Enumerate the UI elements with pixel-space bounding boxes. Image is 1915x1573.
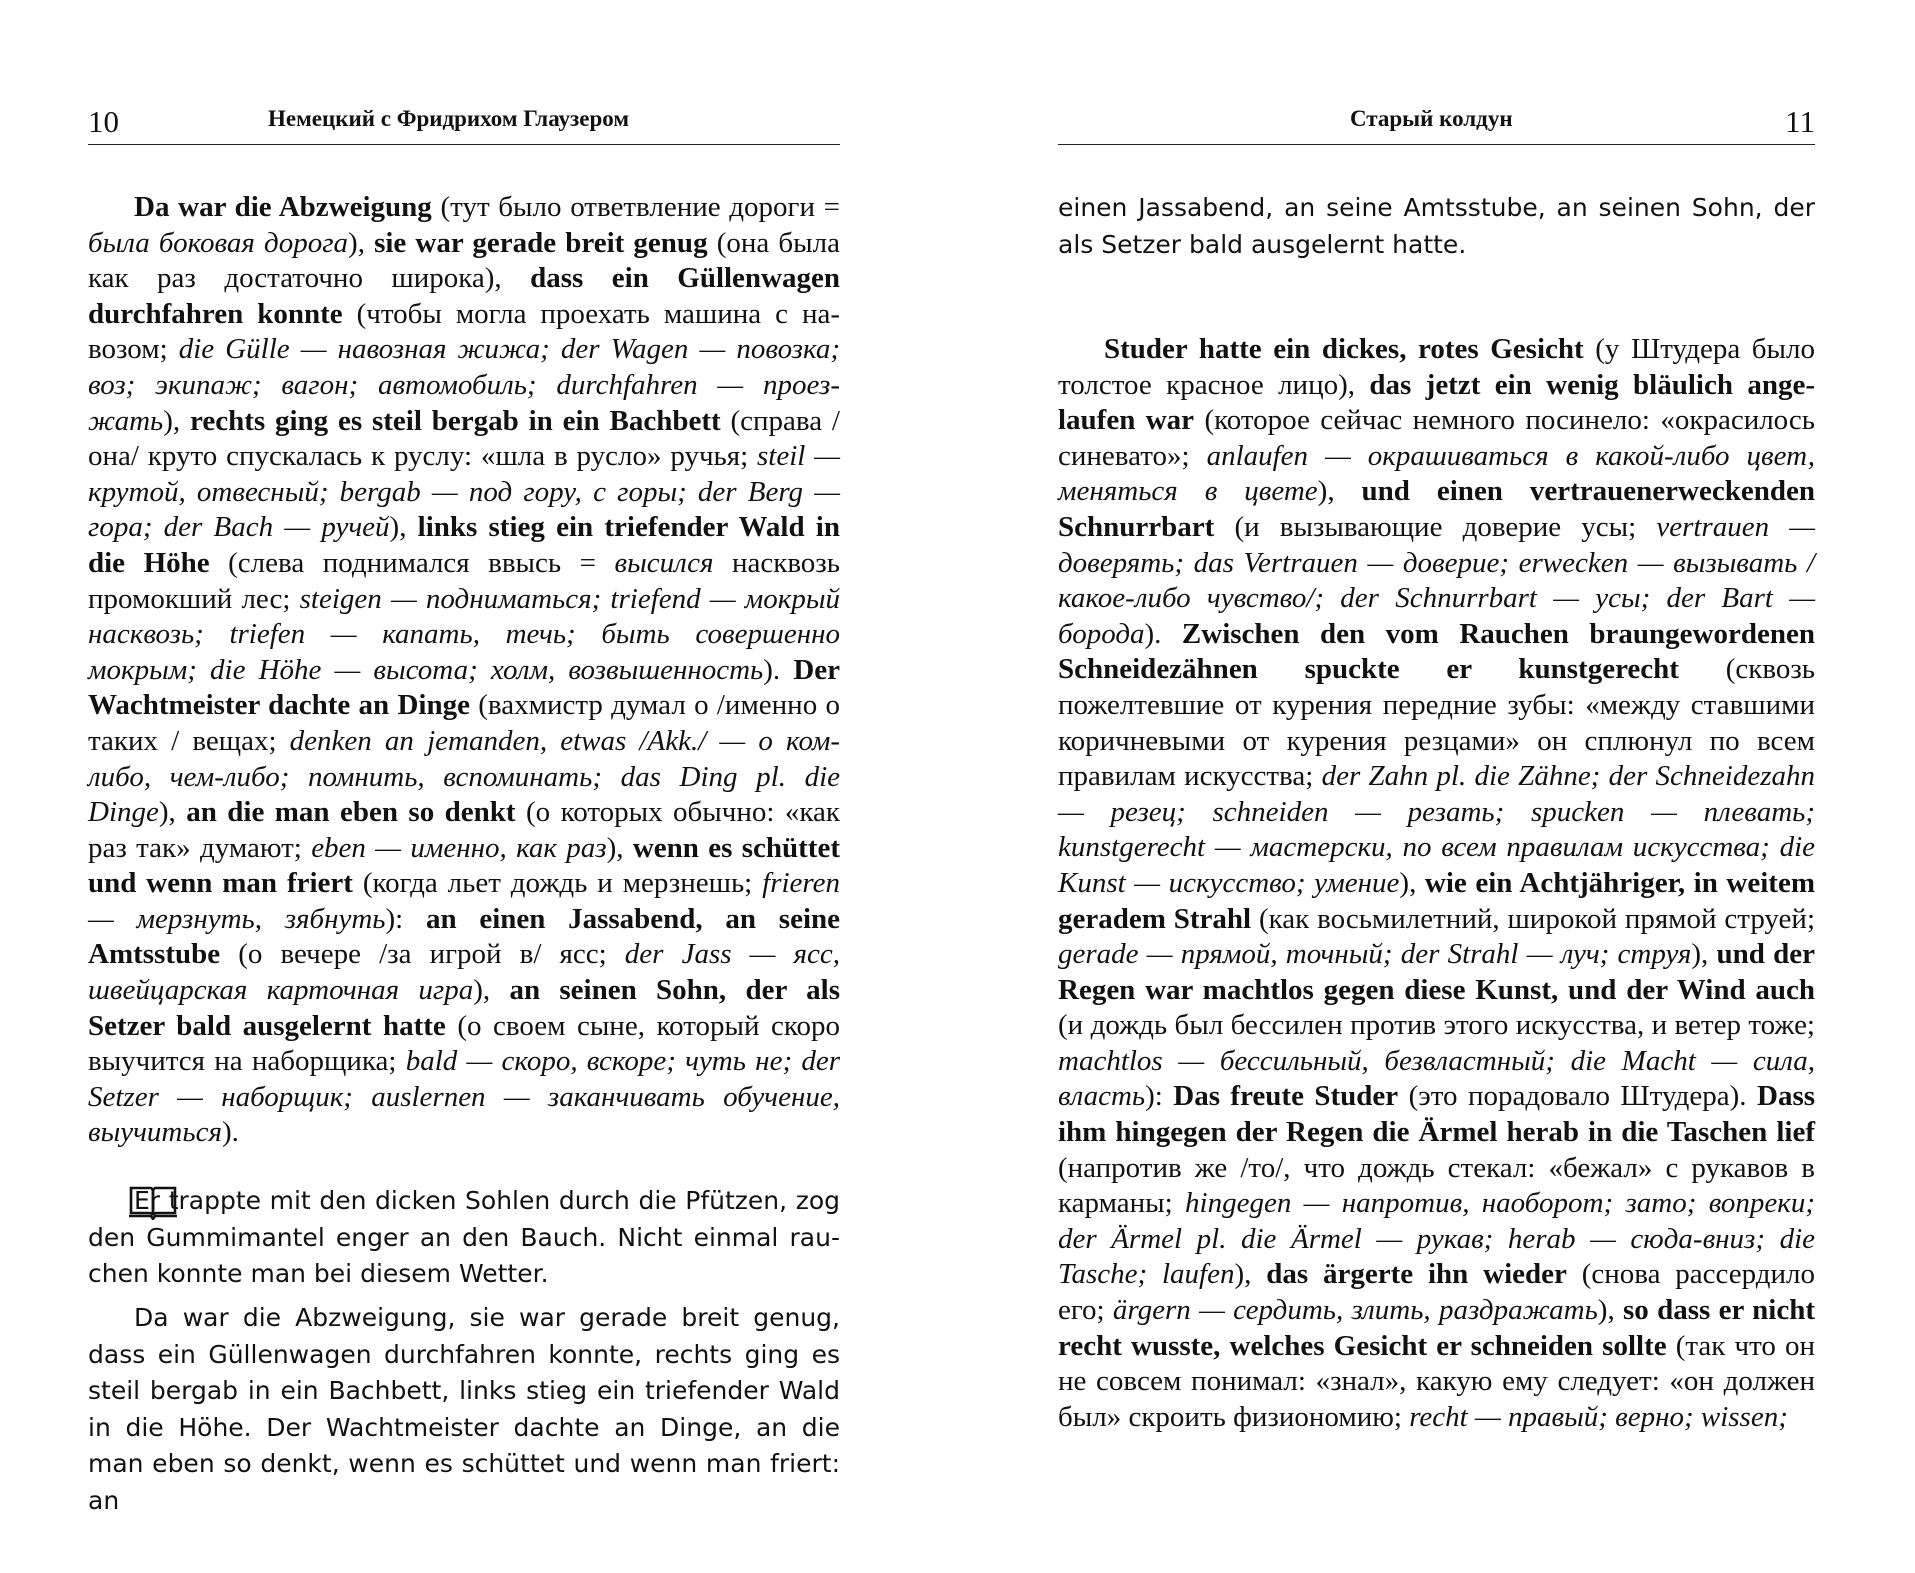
translation-text: ), bbox=[606, 831, 633, 864]
german-phrase: so dass er nicht recht wusste, welches Gesicht er schneiden sollte bbox=[1058, 1294, 1815, 1362]
translation-text: (сквозь пожелтевшие от курения передние зубы: «между ставшими коричневыми от курения резцами» он сплюнул по всем правилам искусства; bbox=[1058, 653, 1816, 793]
vocabulary-note: vertrauen — доверять; das Vertrauen — доверие; erwecken — вызывать /какое-либо чувство/; der Schnurrbart — усы; der Bart — борода bbox=[1058, 510, 1815, 650]
original-text-paragraph: Er trappte mit den dicken Sohlen durch die Pfützen, zog den Gummimantel enger an den Bauch. Nicht einmal rauchen konnte man bei diesem Wetter. bbox=[88, 1186, 840, 1288]
running-head-left bbox=[88, 100, 840, 145]
translation-text: ), bbox=[473, 974, 510, 1007]
translation-text: (так что он не совсем понимал: «знал», какую ему следует: «он должен был» скроить физиономию; bbox=[1058, 1329, 1815, 1433]
vocabulary-note: hingegen — напротив, наоборот; зато; вопреки; der Ärmel pl. die Ärmel — рукав; herab — сюда-вниз; die Tasche; laufen bbox=[1058, 1187, 1815, 1291]
running-title: Немецкий с Фридрихом Глаузером bbox=[268, 106, 630, 131]
translation-text: насквозь промокший лес; bbox=[88, 546, 840, 615]
german-phrase: an einen Jassabend, an seine Amtsstube bbox=[88, 902, 840, 971]
translation-text: (о своем сыне, который скоро выучится на наборщика; bbox=[88, 1009, 840, 1078]
translation-text: ). bbox=[221, 1116, 239, 1149]
translation-text: ). bbox=[763, 653, 794, 686]
vocabulary-note: denken an jemanden, etwas /Akk./ — о ком-либо, чем-либо; помнить, вспоминать; das Ding pl. die Dinge bbox=[88, 724, 841, 829]
vocabulary-note: der Zahn pl. die Zähne; der Schneidezahn — резец; schneiden — резать; spucken — плевать; kunstgerecht — мастерски, по всем правилам искусства; die Kunst — искусство; умение bbox=[1058, 760, 1816, 899]
translation-text: ): bbox=[385, 902, 426, 935]
translation-text: (о вечере /за игрой в/ ясс; bbox=[220, 938, 625, 971]
translation-text: ). bbox=[1144, 617, 1182, 650]
translation-text: (тут было ответвление дороги = bbox=[431, 191, 841, 223]
vocabulary-note: bald — скоро, вскоре; чуть не; der Setzer — наборщик; auslernen — заканчивать обучение, выучиться bbox=[88, 1045, 840, 1149]
translation-text: (это порадовало Штудера). bbox=[1398, 1080, 1757, 1113]
translation-text: (которое сейчас немного посинело: «окрасилось синевато»; bbox=[1058, 404, 1815, 472]
german-phrase: wenn es schüttet und wenn man friert bbox=[88, 831, 840, 900]
translation-text: ), bbox=[389, 511, 418, 544]
german-phrase: das ärgerte ihn wieder bbox=[1266, 1258, 1567, 1291]
vocabulary-note: ärgern — сердить, злить, раздражать bbox=[1112, 1294, 1598, 1327]
vocabulary-note: была боковая дорога bbox=[88, 226, 349, 259]
german-phrase: Zwischen den vom Rauchen braungewordenen Schneidezähnen spuckte er kunstgerecht bbox=[1058, 617, 1815, 686]
translation-text: ), bbox=[158, 796, 187, 829]
german-phrase: an die man eben so denkt bbox=[186, 796, 516, 829]
right-page bbox=[1058, 0, 1815, 1573]
german-phrase: an seinen Sohn, der als Setzer bald ausgelernt hatte bbox=[88, 974, 840, 1042]
translation-text: ), bbox=[163, 404, 190, 437]
vocabulary-note: machtlos — бессильный, безвластный; die Macht — сила, власть bbox=[1058, 1044, 1815, 1113]
translation-text: ), bbox=[348, 226, 375, 259]
german-phrase: Studer hatte ein dickes, rotes Gesicht bbox=[1104, 333, 1584, 365]
original-text-paragraph: Da war die Abzweigung, sie war gerade breit genug, dass ein Güllenwagen durchfahren konnte, rechts ging es steil bergab in ein Bachbett, links stieg ein triefender Wald in die Höhe. Der Wachtmeister dachte an Dinge, an die man eben so denkt, wenn es schüttet und wenn man friert: an bbox=[88, 1303, 840, 1515]
vocabulary-note: anlaufen — окрашиваться в какой-либо цвет, меняться в цвете bbox=[1058, 439, 1815, 508]
running-head-right bbox=[1058, 100, 1815, 145]
translation-text: (и вызывающие доверие усы; bbox=[1214, 510, 1657, 543]
translation-text: ): bbox=[1145, 1080, 1174, 1113]
annotated-paragraph bbox=[1058, 332, 1815, 1435]
translation-text: ), bbox=[1691, 938, 1717, 971]
page-number: 11 bbox=[1785, 104, 1815, 139]
translation-text: ), bbox=[1399, 866, 1425, 899]
german-phrase: das jetzt ein wenig bläulich angelaufen war bbox=[1058, 368, 1815, 437]
translation-text: (чтобы могла проехать машина с навозом; bbox=[88, 297, 841, 366]
german-phrase: links stieg ein triefender Wald in die Höhe bbox=[88, 511, 840, 579]
german-phrase: Das freute Studer bbox=[1173, 1080, 1399, 1113]
translation-text: (справа /она/ круто спускалась к руслу: «шла в русло» ручья; bbox=[88, 404, 840, 473]
translation-text: (когда льет дождь и мерзнешь; bbox=[352, 867, 763, 900]
vocabulary-note: eben — именно, как раз bbox=[311, 831, 607, 864]
vocabulary-note: steigen — подниматься; triefend — мокрый насквозь; triefen — капать, течь; быть совершенно мокрым; die Höhe — высота; холм, возвышенность bbox=[88, 582, 840, 686]
german-phrase: rechts ging es steil bergab in ein Bachbett bbox=[189, 404, 721, 437]
vocabulary-note: recht — правый; верно; wissen; bbox=[1409, 1400, 1788, 1433]
translation-text: (и дождь был бессилен против этого искусства, и ветер тоже; bbox=[1058, 1009, 1815, 1042]
translation-text: (о которых обычно: «как раз так» думают; bbox=[88, 796, 840, 864]
vocabulary-note: frieren — мерзнуть, зябнуть bbox=[88, 867, 840, 935]
translation-text: (слева поднимался ввысь = bbox=[209, 546, 615, 579]
page-number: 10 bbox=[88, 104, 119, 139]
german-phrase: Dass ihm hingegen der Regen die Ärmel herab in die Taschen lief bbox=[1058, 1080, 1816, 1149]
running-title: Старый колдун bbox=[1350, 106, 1513, 131]
translation-text: ), bbox=[1234, 1258, 1267, 1291]
german-phrase: Da war die Abzweigung bbox=[134, 191, 432, 223]
vocabulary-note: gerade — прямой, точный; der Strahl — луч; струя bbox=[1058, 938, 1692, 971]
vocabulary-note: высился bbox=[614, 546, 714, 579]
translation-text: (напротив же /то/, что дождь стекал: «бежал» с рукавов в карманы; bbox=[1058, 1151, 1815, 1220]
translation-text: (вахмистр думал о /именно о таких / вещах; bbox=[88, 689, 840, 757]
german-phrase: wie ein Achtjähriger, in weitem geradem Strahl bbox=[1058, 866, 1815, 935]
annotated-paragraph bbox=[88, 190, 840, 1151]
german-phrase: Der Wachtmeister dachte an Dinge bbox=[88, 653, 840, 722]
translation-text: ), bbox=[1317, 475, 1362, 508]
original-text-paragraph: einen Jassabend, an seine Amtsstube, an seinen Sohn, der als Setzer bald ausgelernt hatte. bbox=[1058, 193, 1815, 259]
translation-text: (как восьмилетний, широкой прямой струей; bbox=[1251, 902, 1815, 935]
vocabulary-note: steil — крутой, отвесный; bergab — под гору, с горы; der Berg — гора; der Bach — ручей bbox=[88, 440, 840, 544]
german-phrase: sie war gerade breit genug bbox=[374, 226, 708, 259]
german-phrase: und der Regen war machtlos gegen diese Kunst, und der Wind auch bbox=[1058, 938, 1815, 1006]
translation-text: ), bbox=[1597, 1294, 1624, 1327]
german-phrase: dass ein Güllenwagen durchfahren konnte bbox=[88, 262, 840, 330]
translation-text: (у Штудера было толстое красное лицо), bbox=[1058, 333, 1815, 401]
left-page bbox=[88, 0, 840, 1573]
vocabulary-note: der Jass — ясс, швейцарская карточная игра bbox=[88, 938, 840, 1007]
translation-text: (она была как раз достаточно широка), bbox=[88, 226, 840, 295]
vocabulary-note: die Gülle — навозная жижа; der Wagen — повозка; воз; экипаж; вагон; автомобиль; durchfahren — проезжать bbox=[88, 333, 840, 437]
translation-text: (снова рассердило его; bbox=[1058, 1258, 1815, 1327]
german-phrase: und einen vertrauenerweckenden Schnurrbart bbox=[1058, 475, 1815, 543]
